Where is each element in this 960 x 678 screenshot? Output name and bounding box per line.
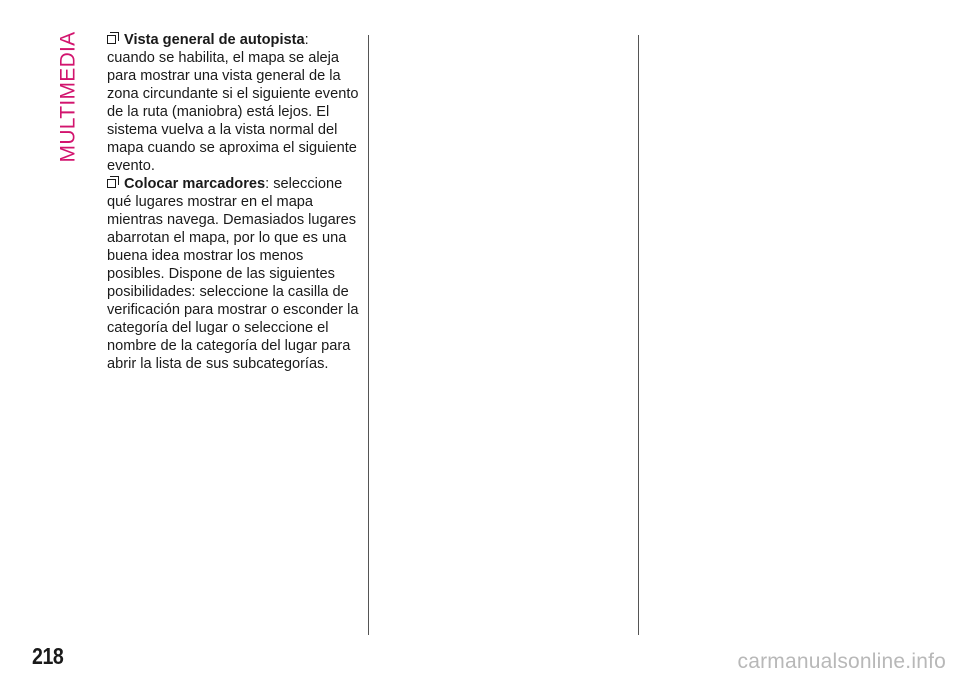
watermark: carmanualsonline.info <box>737 650 946 673</box>
column-divider <box>638 35 639 635</box>
item-body: : seleccione qué lugares mostrar en el mapa mientras navega. Demasiados lugares abarrotan el mapa, por lo que es una buena idea mostrar los menos posibles. Dispone de las siguientes posibilidades: seleccione la casilla de verificación para mostrar o esconder la categoría del lugar o seleccione el nombre de la categoría del lugar para abrir la lista de sus subcategorías. <box>107 176 359 372</box>
page-number: 218 <box>32 643 64 669</box>
item-term: Vista general de autopista <box>124 32 305 48</box>
item-term: Colocar marcadores <box>124 176 266 192</box>
checkbox-arrow-icon <box>107 177 119 189</box>
column-divider <box>368 35 369 635</box>
list-item <box>107 175 359 373</box>
section-tab-label: MULTIMEDIA <box>56 31 80 163</box>
checkbox-arrow-icon <box>107 33 119 45</box>
section-tab <box>58 30 78 164</box>
list-item <box>107 31 359 175</box>
text-column <box>107 31 359 373</box>
item-body: : cuando se habilita, el mapa se aleja para mostrar una vista general de la zona circundante si el siguiente evento de la ruta (maniobra) está lejos. El sistema vuelva a la vista normal del mapa cuando se aproxima el siguiente evento. <box>107 32 359 174</box>
